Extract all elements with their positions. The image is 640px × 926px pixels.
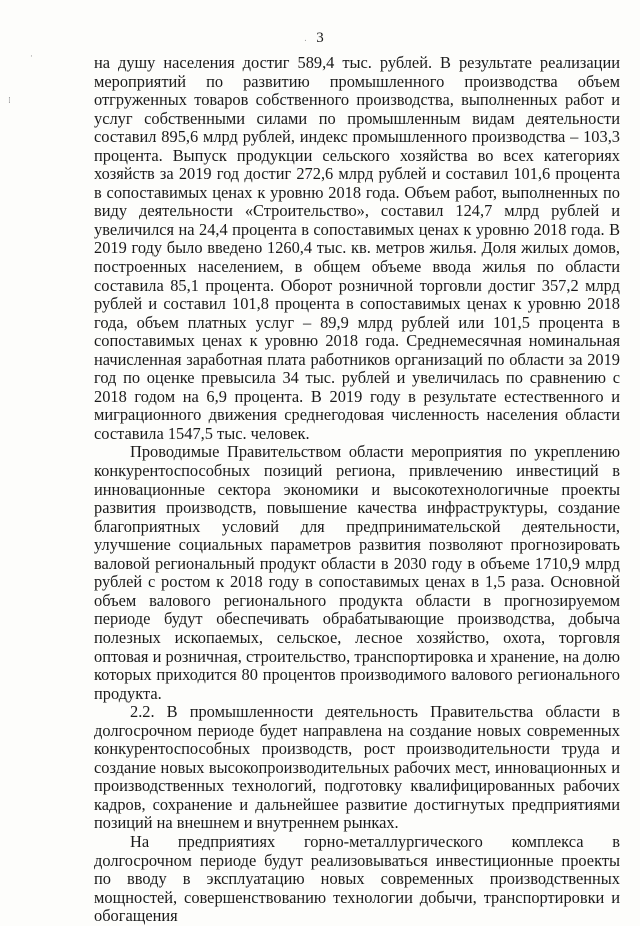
- paragraph: 2.2. В промышленности деятельность Правительства области в долгосрочном периоде будет направлена на создание новых современных конкурентоспособных производств, рост производительности труда и создание новых высокопроизводительных рабочих мест, инновационных и производственных технологий, подготовку квалифицированных рабочих кадров, сохранение и дальнейшее развитие достигнутых предприятиями позиций на внешнем и внутреннем рынках.: [94, 702, 620, 833]
- scan-mark: ·: [30, 52, 33, 62]
- page-number: 3: [316, 30, 324, 46]
- scan-mark: ⁞: [8, 96, 11, 106]
- scan-mark: .: [304, 34, 307, 44]
- paragraph: Проводимые Правительством области мероприятия по укреплению конкурентоспособных позиций региона, привлечению инвестиций в инновационные сектора экономики и высокотехнологичные проекты развития производств, повышение качества инфраструктуры, создание благоприятных условий для предпринимательской деятельности, улучшение социальных параметров развития позволяют прогнозировать валовой региональный продукт области в 2030 году в объеме 1710,9 млрд рублей с ростом к 2018 году в сопоставимых ценах в 1,5 раза. Основной объем валового регионального продукта области в прогнозируемом периоде будут обеспечивать обрабатывающие производства, добыча полезных ископаемых, сельское, лесное хозяйство, охота, торговля оптовая и розничная, строительство, транспортировка и хранение, на долю которых приходится 80 процентов производимого валового регионального продукта.: [94, 442, 620, 703]
- document-body: [94, 54, 620, 926]
- paragraph: На предприятиях горно-металлургического комплекса в долгосрочном периоде будут реализовываться инвестиционные проекты по вводу в эксплуатацию новых современных производственных мощностей, совершенствованию технологии добычи, транспортировки и обогащения: [94, 831, 620, 926]
- paragraph: на душу населения достиг 589,4 тыс. рублей. В результате реализации мероприятий по развитию промышленного производства объем отгруженных товаров собственного производства, выполненных работ и услуг собственными силами по промышленным видам деятельности составил 895,6 млрд рублей, индекс промышленного производства – 103,3 процента. Выпуск продукции сельского хозяйства во всех категориях хозяйств за 2019 год достиг 272,6 млрд рублей и составил 101,6 процента в сопоставимых ценах к уровню 2018 года. Объем работ, выполненных по виду деятельности «Строительство», составил 124,7 млрд рублей и увеличился на 24,4 процента в сопоставимых ценах к уровню 2018 года. В 2019 году было введено 1260,4 тыс. кв. метров жилья. Доля жилых домов, построенных населением, в общем объеме ввода жилья по области составила 85,1 процента. Оборот розничной торговли достиг 357,2 млрд рублей и составил 101,8 процента в сопоставимых ценах к уровню 2018 года, объем платных услуг – 89,9 млрд рублей или 101,5 процента в сопоставимых ценах к уровню 2018 года. Среднемесячная номинальная начисленная заработная плата работников организаций по области за 2019 год по оценке превысила 34 тыс. рублей и увеличилась по сравнению с 2018 годом на 6,9 процента. В 2019 году в результате естественного и миграционного движения среднегодовая численность населения области составила 1547,5 тыс. человек.: [94, 53, 620, 443]
